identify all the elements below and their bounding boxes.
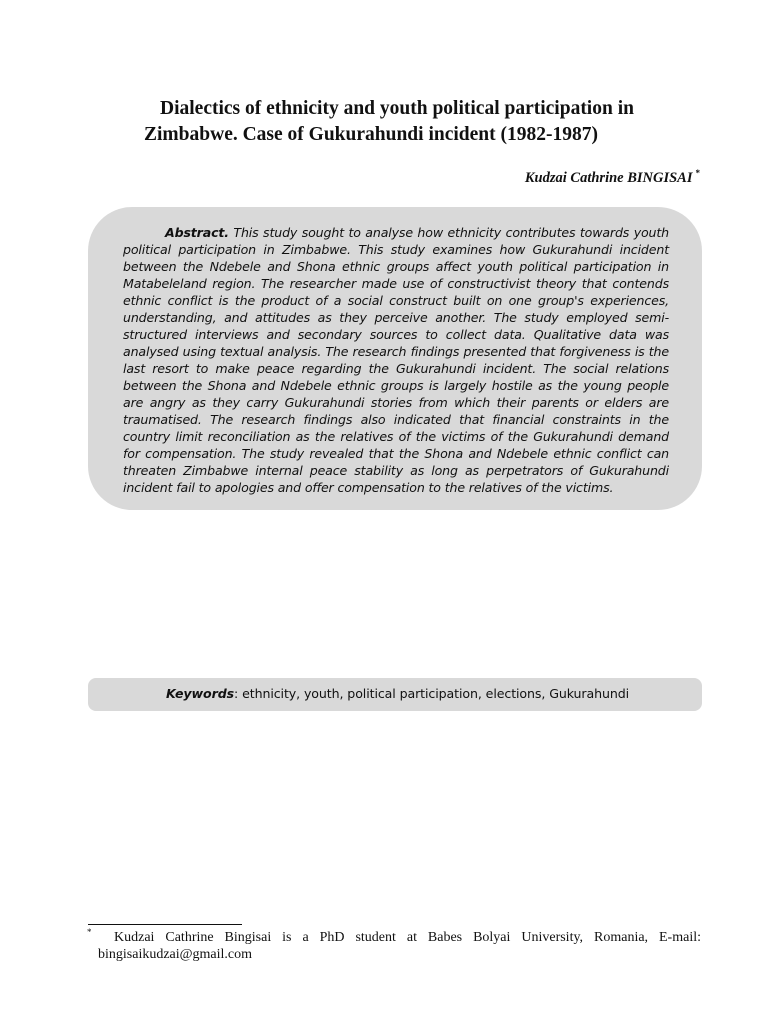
keywords-list: : ethnicity, youth, political participation, elections, Gukurahundi xyxy=(234,686,630,701)
footnote-marker: * xyxy=(87,927,92,937)
author-name xyxy=(400,168,700,187)
abstract-body: This study sought to analyse how ethnicity contributes towards youth political participation in Zimbabwe. This study examines how Gukurahundi incident between the Ndebele and Shona ethnic groups affect youth political participation in Matabeleland region. The researcher made use of constructivist theory that contends ethnic conflict is the product of a social construct built on one group's experiences, understanding, and attitudes as they perceive another. The study employed semi-structured interviews and secondary sources to collect data. Qualitative data was analysed using textual analysis. The research findings presented that forgiveness is the last resort to make peace regarding the Gukurahundi incident. The social relations between the Shona and Ndebele ethnic groups is largely hostile as the young people are angry as they carry Gukurahundi stories from which their parents or elders are traumatised. The research findings also indicated that financial constraints in the country limit reconciliation as the relatives of the victims of the Gukurahundi demand for compensation. The study revealed that the Shona and Ndebele ethnic conflict can threaten Zimbabwe internal peace stability as long as perpetrators of Gukurahundi incident fail to apologies and offer compensation to the relatives of the victims. xyxy=(123,225,669,495)
paper-title-line-1: Dialectics of ethnicity and youth political participation in xyxy=(160,98,634,119)
author-name-text: Kudzai Cathrine BINGISAI xyxy=(524,170,693,186)
author-footnote-marker: * xyxy=(695,168,700,178)
abstract-paragraph xyxy=(123,224,669,496)
footnote-text: Kudzai Cathrine Bingisai is a PhD student at Babes Bolyai University, Romania, E-mail: bingisaikudzai@gmail.com xyxy=(98,930,701,962)
keywords-label: Keywords xyxy=(166,686,235,701)
paper-title xyxy=(140,96,700,148)
paper-title-line-2: Zimbabwe. Case of Gukurahundi incident (1982-1987) xyxy=(144,124,598,145)
footnote xyxy=(98,929,701,963)
footnote-divider xyxy=(88,924,242,925)
keywords-line xyxy=(166,685,696,702)
abstract-label: Abstract. xyxy=(165,225,229,240)
